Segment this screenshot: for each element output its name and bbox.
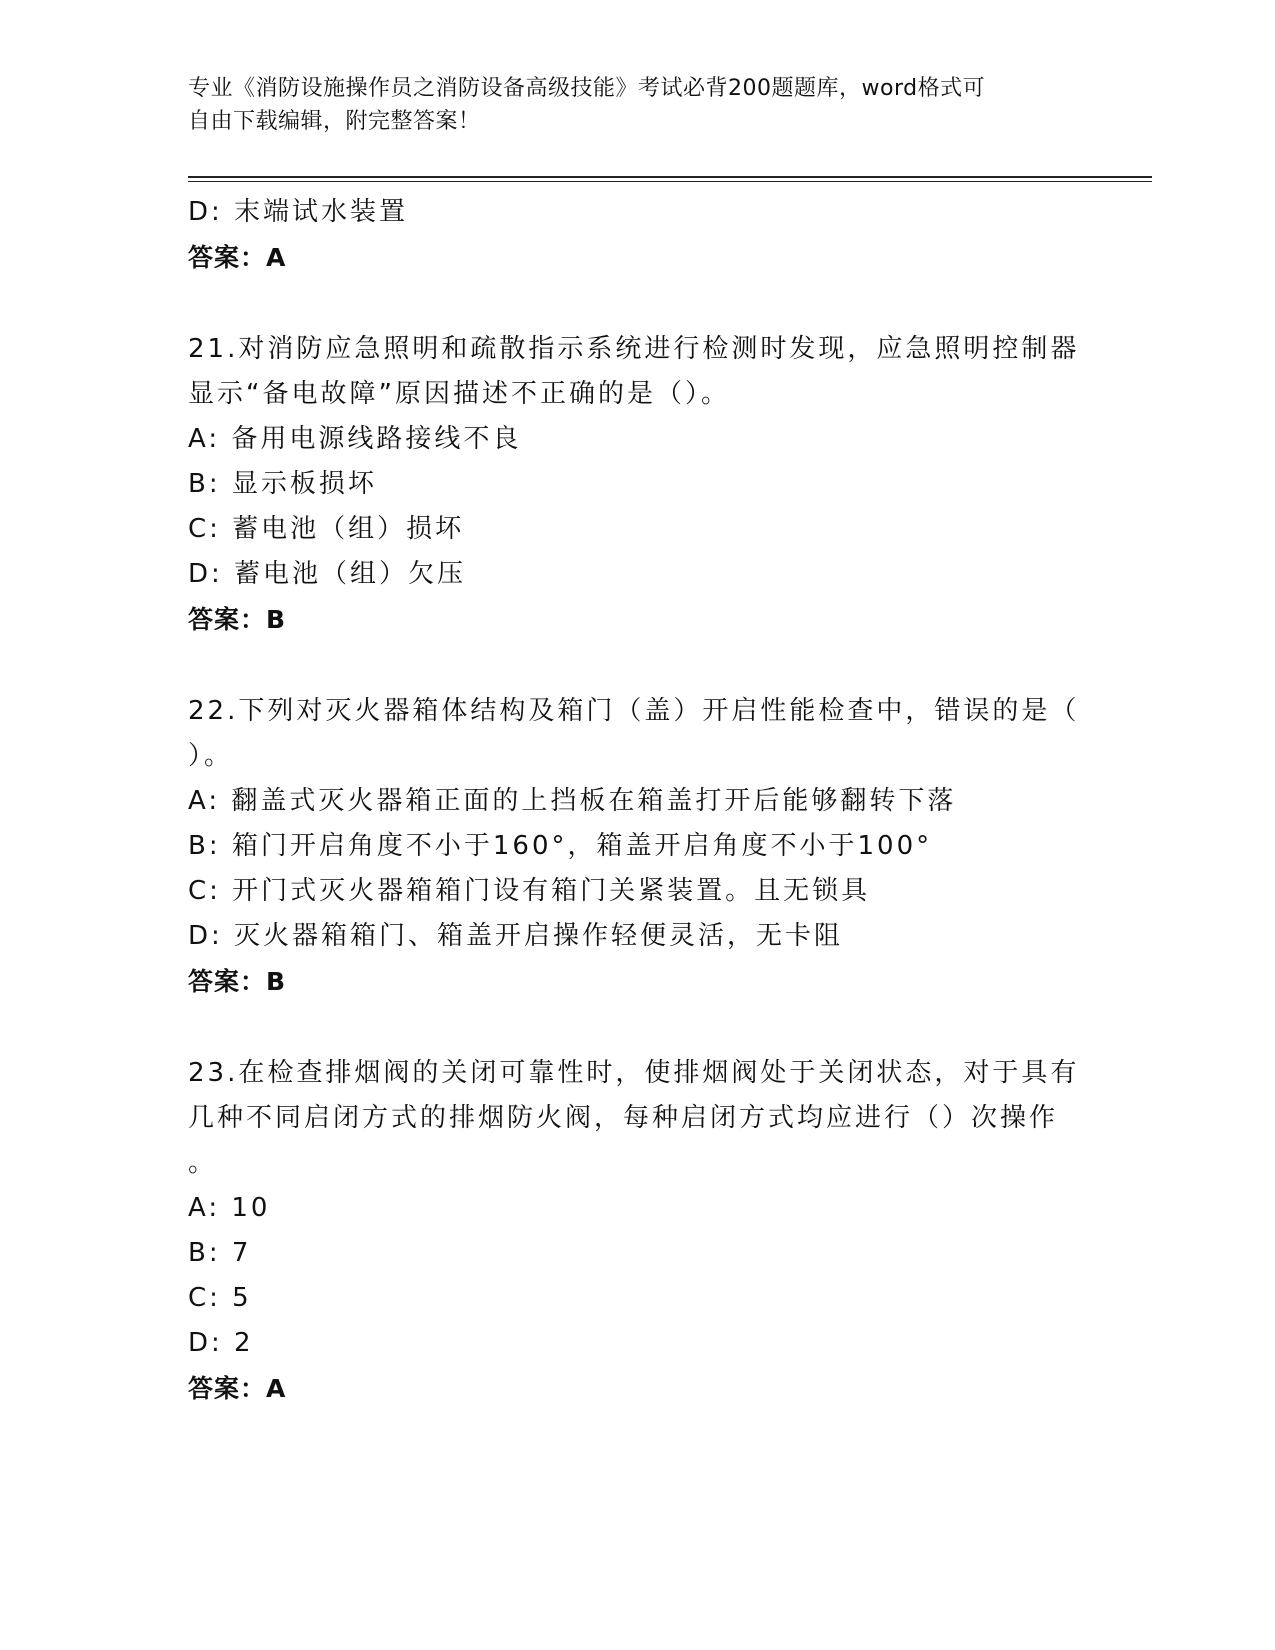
option-b: B: 箱门开启角度不小于160°，箱盖开启角度不小于100° xyxy=(188,831,933,861)
document-body xyxy=(188,190,1088,1411)
prev-answer: 答案：A xyxy=(188,243,287,272)
answer: 答案：B xyxy=(188,605,287,634)
document-header xyxy=(188,72,1068,138)
question-text-line: 22.下列对灭火器箱体结构及箱门（盖）开启性能检查中，错误的是（ xyxy=(188,696,1080,726)
question-text-line: 。 xyxy=(188,1148,218,1178)
header-rule-thin xyxy=(188,181,1152,182)
option-c: C: 5 xyxy=(188,1283,252,1313)
question-21 xyxy=(188,327,1088,642)
question-text-line: 21.对消防应急照明和疏散指示系统进行检测时发现，应急照明控制器 xyxy=(188,334,1080,364)
option-b: B: 显示板损坏 xyxy=(188,469,377,499)
question-22 xyxy=(188,689,1088,1004)
question-text-line: 23.在检查排烟阀的关闭可靠性时，使排烟阀处于关闭状态，对于具有 xyxy=(188,1058,1080,1088)
header-line-1: 专业《消防设施操作员之消防设备高级技能》考试必背200题题库，word格式可 xyxy=(188,76,986,101)
option-d: D: 灭火器箱箱门、箱盖开启操作轻便灵活，无卡阻 xyxy=(188,921,844,951)
header-line-2: 自由下载编辑，附完整答案！ xyxy=(188,109,481,134)
prev-option-d: D: 末端试水装置 xyxy=(188,197,409,227)
option-a: A: 翻盖式灭火器箱正面的上挡板在箱盖打开后能够翻转下落 xyxy=(188,786,957,816)
question-text-line: ）。 xyxy=(188,741,234,771)
option-b: B: 7 xyxy=(188,1238,252,1268)
option-a: A: 10 xyxy=(188,1193,271,1223)
option-a: A: 备用电源线路接线不良 xyxy=(188,424,522,454)
question-text-line: 几种不同启闭方式的排烟防火阀，每种启闭方式均应进行（）次操作 xyxy=(188,1103,1059,1133)
option-d: D: 2 xyxy=(188,1328,254,1358)
option-c: C: 蓄电池（组）损坏 xyxy=(188,514,465,544)
question-text-line: 显示“备电故障”原因描述不正确的是（）。 xyxy=(188,379,730,409)
question-23 xyxy=(188,1051,1088,1411)
answer: 答案：B xyxy=(188,967,287,996)
option-c: C: 开门式灭火器箱箱门设有箱门关紧装置。且无锁具 xyxy=(188,876,871,906)
answer: 答案：A xyxy=(188,1374,287,1403)
option-d: D: 蓄电池（组）欠压 xyxy=(188,559,467,589)
header-rule-thick xyxy=(188,176,1152,178)
